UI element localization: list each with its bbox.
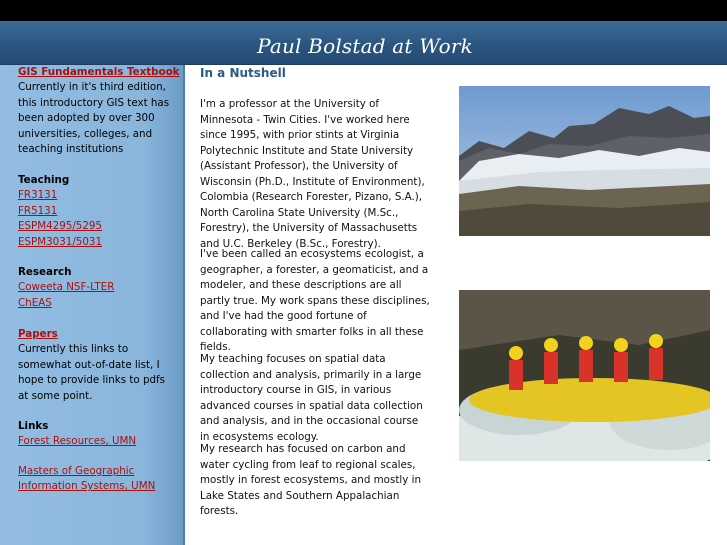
teaching-heading: Teaching: [18, 174, 70, 186]
rafting-photo: [459, 290, 710, 461]
link-forest-resources[interactable]: Forest Resources, UMN: [18, 435, 137, 448]
links-heading: Links: [18, 420, 49, 432]
header-banner: [0, 21, 727, 65]
sidebar-teaching: [18, 173, 178, 250]
sidebar-research: [18, 265, 178, 311]
course-link-fr5131[interactable]: FR5131: [18, 204, 58, 217]
course-link-espm4295[interactable]: ESPM4295/5295: [18, 220, 103, 233]
sidebar-textbook: [18, 65, 178, 157]
top-black-bar: [0, 0, 727, 21]
link-mgis[interactable]: Masters of Geographic Information Systems, UMN: [18, 465, 156, 493]
research-link-cheas[interactable]: ChEAS: [18, 296, 52, 309]
sidebar-links-mgis: [18, 464, 158, 495]
papers-link[interactable]: Papers: [18, 328, 58, 340]
sidebar: [0, 65, 185, 545]
site-title: Paul Bolstad at Work: [257, 34, 473, 58]
bio-paragraph-1: I'm a professor at the University of Minnesota - Twin Cities. I've worked here since 1995, with prior stints at Virginia Polytechnic Institute and State University (Assistant Professor), the University of Wisconsin (Ph.D., Institute of Environment), Colombia (Research Forester, Pizano, S.A.), North Carolina State University (M.Sc., Forestry), the University of Massachusetts and U.C. Berkeley (B.Sc., Forestry).: [200, 98, 425, 250]
course-link-espm3031[interactable]: ESPM3031/5031: [18, 235, 103, 248]
page-heading: In a Nutshell: [200, 66, 286, 80]
sidebar-papers: [18, 327, 178, 404]
sidebar-links: [18, 419, 178, 450]
papers-description: Currently this links to somewhat out-of-date list, I hope to provide links to pdfs at some point.: [18, 343, 166, 402]
research-link-coweeta[interactable]: Coweeta NSF-LTER: [18, 281, 115, 294]
textbook-description: Currently in it's third edition, this introductory GIS text has been adopted by over 300 universities, colleges, and teaching institutions: [18, 81, 170, 156]
course-link-fr3131[interactable]: FR3131: [18, 189, 58, 202]
bio-paragraph-2: I've been called an ecosystems ecologist, a geographer, a forester, a geomaticist, and a modeler, and these descriptions are all partly true. My work spans these disciplines, and I've had the good fortune of collaborating with smarter folks in all these fields.: [200, 248, 430, 353]
bio-paragraph-4: My research has focused on carbon and water cycling from leaf to regional scales, mostly in forest ecosystems, and mostly in Lake States and Southern Appalachian forests.: [200, 443, 421, 517]
mountain-photo: [459, 86, 710, 236]
bio-paragraph-3: My teaching focuses on spatial data collection and analysis, primarily in a large introductory course in GIS, in various advanced courses in spatial data collection and analysis, and in the occasional course in ecosystems ecology.: [200, 353, 423, 443]
research-heading: Research: [18, 266, 72, 278]
textbook-link[interactable]: GIS Fundamentals Textbook: [18, 66, 180, 78]
